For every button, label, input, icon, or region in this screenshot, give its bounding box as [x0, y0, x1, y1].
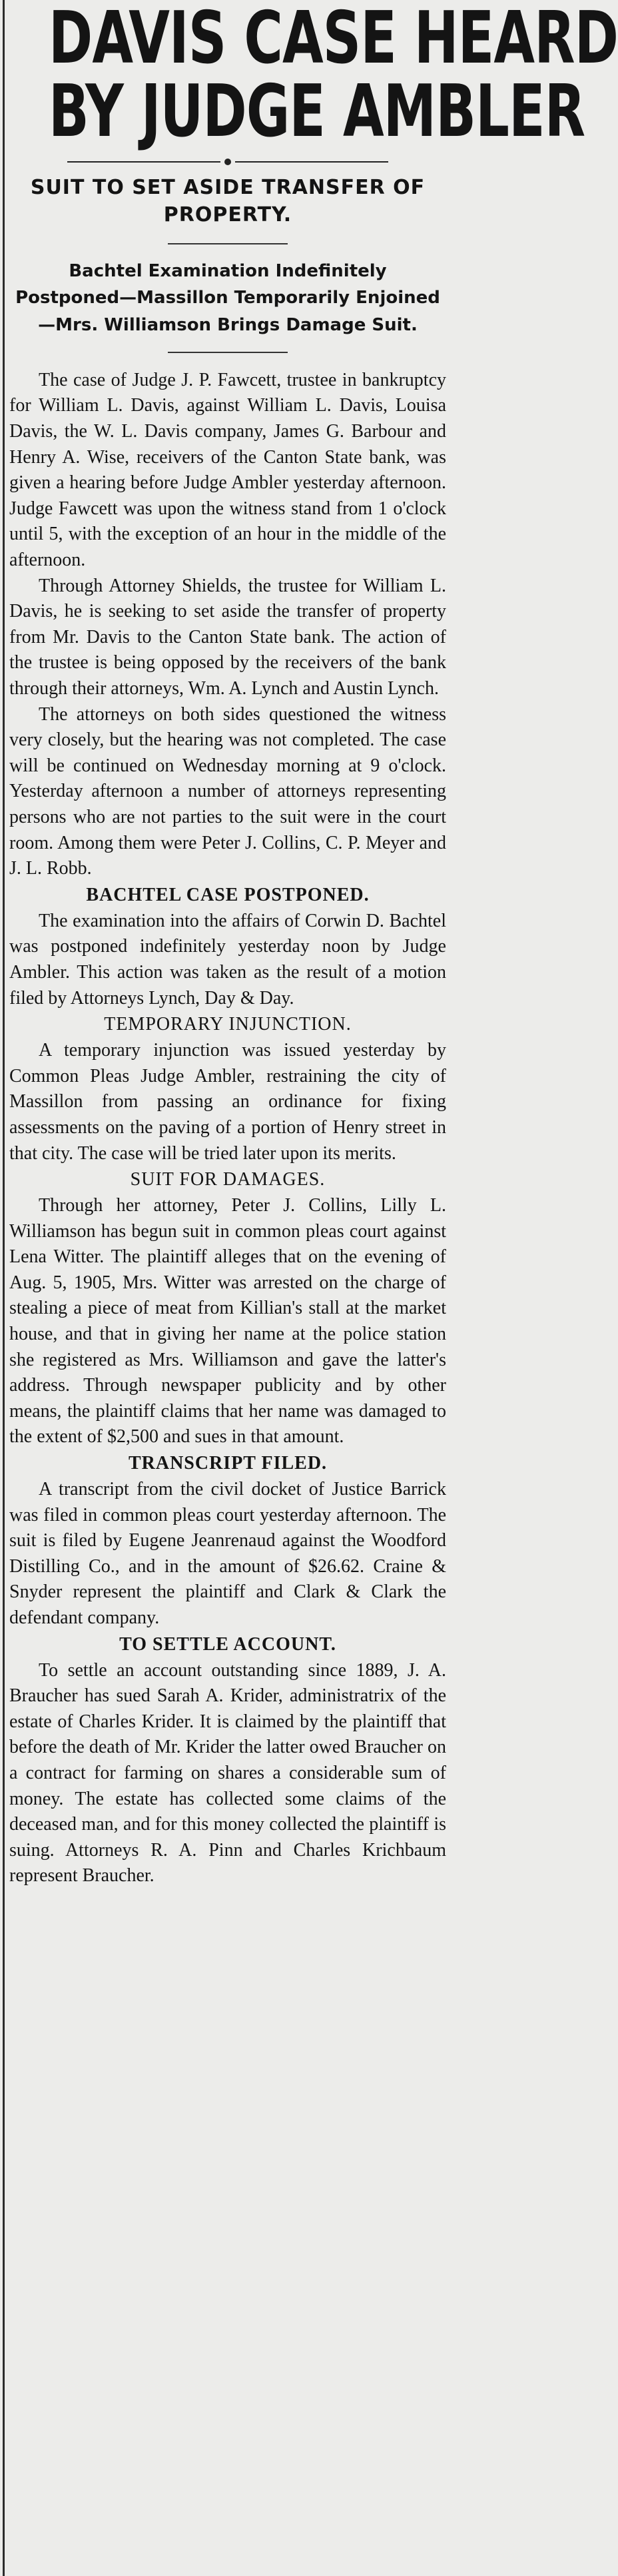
deck-divider — [168, 243, 288, 244]
deck-divider-2 — [168, 352, 288, 353]
section-heading-damages: SUIT FOR DAMAGES. — [130, 1169, 326, 1190]
article-paragraph: The attorneys on both sides questioned the witness very closely, but the hearing was not completed. The case will be continued on Wednesday morning at 9 o'clock. Yesterday afternoon a number of attorneys representing persons who are not parties to the suit were in the court room. Among them were Peter J. Collins, C. P. Meyer and J. L. Robb. — [9, 703, 446, 879]
column-rule — [3, 0, 5, 2576]
section-body-damages: Through her attorney, Peter J. Collins, Lilly L. Williamson has begun suit in common pleas court against Lena Witter. The plaintiff alleges that on the evening of Aug. 5, 1905, Mrs. Witter was arrested on the charge of stealing a piece of meat from Killian's stall at the market house, and that in giving her name at the police station she registered as Mrs. Williamson and gave the latter's address. Through newspaper publicity and by other means, the plaintiff claims that her name was damaged to the extent of $2,500 and sues in that amount. — [9, 1195, 446, 1448]
headline-ornament — [9, 153, 446, 168]
article-paragraph: Through Attorney Shields, the trustee for William L. Davis, he is seeking to set aside the transfer of property from Mr. Davis to the Canton State bank. The action of the trustee is being opposed by the receivers of the bank through their attorneys, Wm. A. Lynch and Austin Lynch. — [9, 575, 446, 699]
headline-line-1: DAVIS CASE HEARD — [49, 0, 618, 80]
deck-secondary: Bachtel Examination Indefinitely Postponed—Massillon Temporarily Enjoined—Mrs. Williamson Brings Damage Suit. — [15, 261, 440, 335]
section-heading-bachtel: BACHTEL CASE POSTPONED. — [86, 884, 370, 905]
article-paragraph: The case of Judge J. P. Fawcett, trustee in bankruptcy for William L. Davis, against William L. Davis, Louisa Davis, the W. L. Davis company, James G. Barbour and Henry A. Wise, receivers of the Canton State bank, was given a hearing before Judge Ambler yesterday afternoon. Judge Fawcett was upon the witness stand from 1 o'clock until 5, with the exception of an hour in the middle of the afternoon. — [9, 369, 446, 571]
deck-primary: SUIT TO SET ASIDE TRANSFER OF PROPERTY. — [30, 176, 426, 226]
section-heading-account: TO SETTLE ACCOUNT. — [119, 1633, 336, 1655]
section-body-injunction: A temporary injunction was issued yesterday by Common Pleas Judge Ambler, restraining the city of Massillon from passing an ordinance for fixing assessments on the paving of a portion of Henry street in that city. The case will be tried later upon its merits. — [9, 1040, 446, 1164]
section-heading-injunction: TEMPORARY INJUNCTION. — [104, 1014, 352, 1035]
section-body-bachtel: The examination into the affairs of Corwin D. Bachtel was postponed indefinitely yesterday noon by Judge Ambler. This action was taken as the result of a motion filed by Attorneys Lynch, Day & Day. — [9, 910, 446, 1009]
section-body-account: To settle an account outstanding since 1889, J. A. Braucher has sued Sarah A. Krider, administratrix of the estate of Charles Krider. It is claimed by the plaintiff that before the death of Mr. Krider the latter owed Braucher on a contract for farming on shares a considerable sum of money. The estate has collected some claims of the deceased man, and for this money collected the plaintiff is suing. Attorneys R. A. Pinn and Charles Krichbaum represent Braucher. — [9, 1659, 446, 1887]
section-body-transcript: A transcript from the civil docket of Justice Barrick was filed in common pleas court yesterday afternoon. The suit is filed by Eugene Jeanrenaud against the Woodford Distilling Co., and in the amount of $26.62. Craine & Snyder represent the plaintiff and Clark & Clark the defendant company. — [9, 1479, 446, 1629]
headline-line-2: BY JUDGE AMBLER — [49, 70, 585, 153]
section-heading-transcript: TRANSCRIPT FILED. — [128, 1453, 328, 1474]
